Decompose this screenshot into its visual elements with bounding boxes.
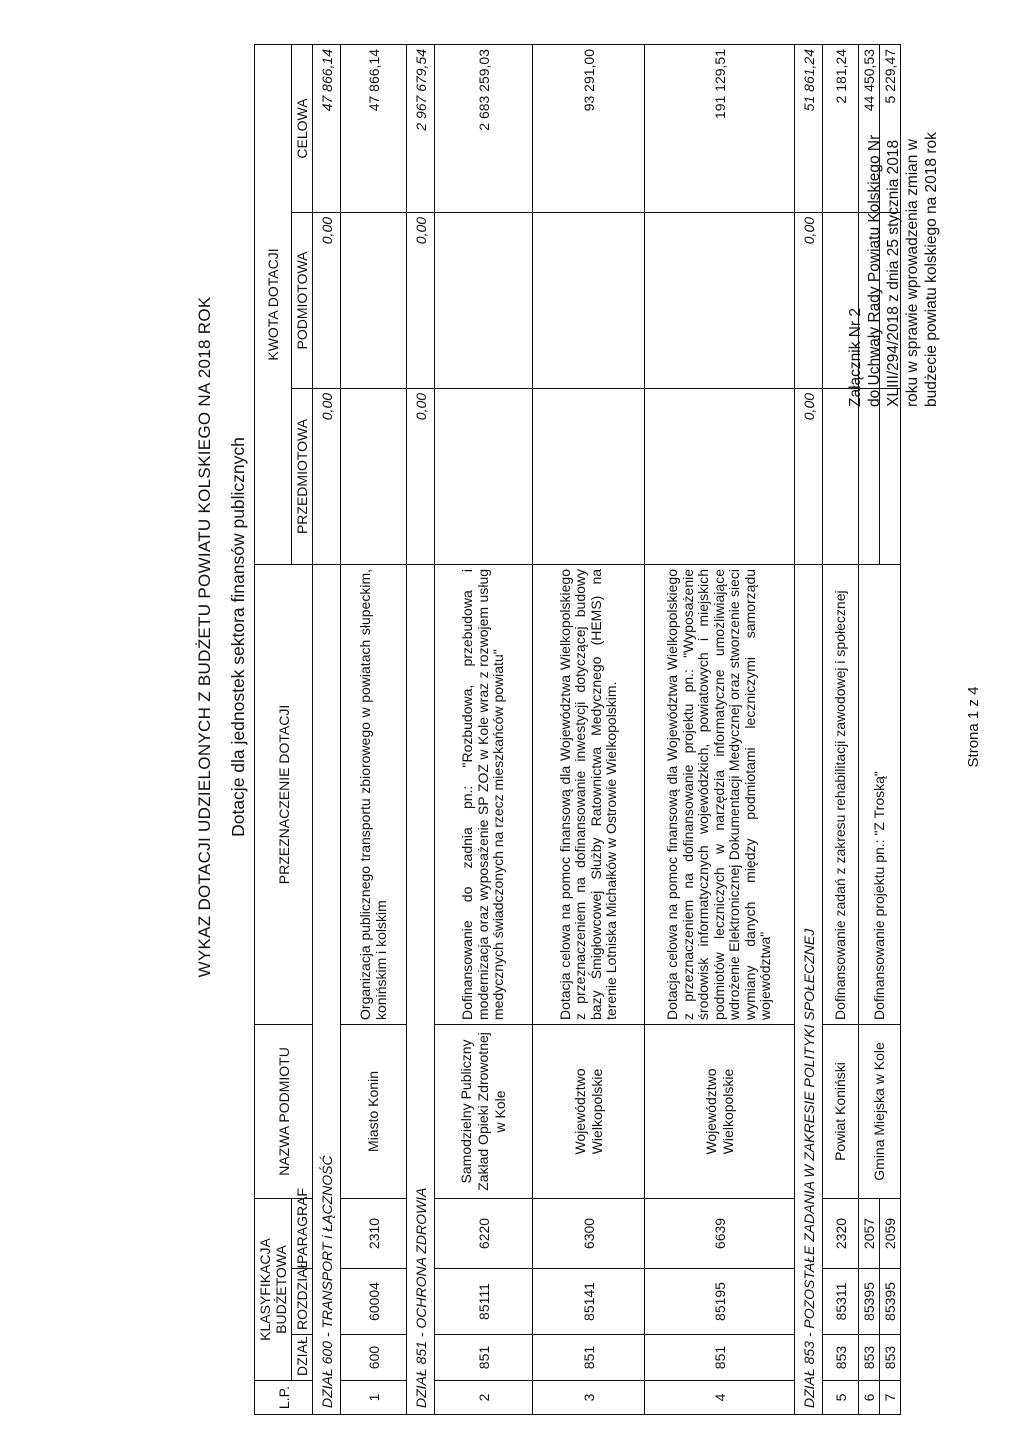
cell-lp: 5: [823, 1381, 859, 1415]
header-purpose: PRZEZNACZENIE DOTACJI: [255, 564, 313, 1024]
cell-purpose: Dofinansowanie projektu pn.: "Z Troską": [859, 564, 901, 1024]
cell-name: Gmina Miejska w Kole: [859, 1024, 901, 1198]
attachment-line: Załącznik Nr 2: [847, 307, 864, 407]
cell-dzial: 600: [341, 1335, 407, 1381]
cell-przedmiotowa: [880, 388, 901, 564]
cell-name: Miasto Konin: [341, 1024, 407, 1198]
cell-lp: 6: [859, 1381, 880, 1415]
document-title: WYKAZ DOTACJI UDZIELONYCH Z BUDŻETU POWIATU KOLSKIEGO NA 2018 ROK: [195, 296, 214, 978]
attachment-line: do Uchwały Rady Powiatu Kolskiego Nr: [866, 134, 883, 407]
attachment-line: budżecie powiatu kolskiego na 2018 rok: [923, 132, 940, 407]
cell-dzial: 853: [823, 1335, 859, 1381]
cell-podmiotowa: [645, 212, 795, 388]
section-podmiotowa: 0,00: [313, 212, 341, 388]
cell-celowa: 44 450,53: [859, 44, 880, 212]
header-lp: L.P.: [255, 1381, 313, 1415]
cell-podmiotowa: [341, 212, 407, 388]
table-row: [533, 44, 645, 1414]
cell-lp: 1: [341, 1381, 407, 1415]
cell-celowa: 191 129,51: [645, 44, 795, 212]
cell-name: Powiat Koniński: [823, 1024, 859, 1198]
cell-przedmiotowa: [341, 388, 407, 564]
header-row: [255, 44, 292, 1414]
cell-paragraf: 6300: [533, 1198, 645, 1268]
cell-celowa: 47 866,14: [341, 44, 407, 212]
cell-lp: 2: [435, 1381, 533, 1415]
cell-podmiotowa: [859, 212, 880, 388]
cell-dzial: 851: [435, 1335, 533, 1381]
cell-celowa: 2 181,24: [823, 44, 859, 212]
cell-dzial: 851: [533, 1335, 645, 1381]
cell-dzial: 853: [859, 1335, 880, 1381]
cell-purpose: Dofinansowanie do zadnia pn.: "Rozbudowa, przebudowa i modernizacja oraz wyposażenie SP ZOZ w Kole wraz z rozwojem usług medycznych świadczonych na rzecz mieszkańców powiatu": [435, 564, 533, 1024]
cell-purpose: Organizacja publicznego transportu zbiorowego w powiatach słupeckim, konińskim i kolskim: [341, 564, 407, 1024]
cell-paragraf: 2320: [823, 1198, 859, 1268]
cell-podmiotowa: [435, 212, 533, 388]
cell-przedmiotowa: [823, 388, 859, 564]
cell-rozdzial: 85195: [645, 1269, 795, 1335]
cell-przedmiotowa: [859, 388, 880, 564]
header-dzial: DZIAŁ: [292, 1335, 313, 1381]
cell-rozdzial: 85395: [859, 1269, 880, 1335]
table-row: [859, 44, 880, 1414]
cell-dzial: 853: [880, 1335, 901, 1381]
cell-rozdzial: 85311: [823, 1269, 859, 1335]
cell-przedmiotowa: [435, 388, 533, 564]
cell-podmiotowa: [533, 212, 645, 388]
document-subtitle: Dotacje dla jednostek sektora finansów publicznych: [228, 437, 248, 837]
cell-przedmiotowa: [533, 388, 645, 564]
header-amount: KWOTA DOTACJI: [255, 44, 292, 564]
section-podmiotowa: 0,00: [407, 212, 435, 388]
cell-celowa: 5 229,47: [880, 44, 901, 212]
header-rozdzial: ROZDZIAŁ: [292, 1269, 313, 1335]
cell-paragraf: 2310: [341, 1198, 407, 1268]
cell-podmiotowa: [823, 212, 859, 388]
cell-paragraf: 6639: [645, 1198, 795, 1268]
cell-paragraf: 2057: [859, 1198, 880, 1268]
cell-rozdzial: 85395: [880, 1269, 901, 1335]
section-label: DZIAŁ 600 - TRANSPORT i ŁĄCZNOŚĆ: [313, 564, 341, 1414]
cell-rozdzial: 85141: [533, 1269, 645, 1335]
section-przedmiotowa: 0,00: [313, 388, 341, 564]
header-podmiotowa: PODMIOTOWA: [292, 212, 313, 388]
cell-lp: 4: [645, 1381, 795, 1415]
cell-rozdzial: 85111: [435, 1269, 533, 1335]
attachment-line: roku w sprawie wprowadzenia zmian w: [904, 139, 921, 407]
cell-name: Województwo Wielkopolskie: [533, 1024, 645, 1198]
table-row: [823, 44, 859, 1414]
section-przedmiotowa: 0,00: [407, 388, 435, 564]
cell-przedmiotowa: [645, 388, 795, 564]
header-paragraf: PARAGRAF: [292, 1198, 313, 1268]
section-podmiotowa: 0,00: [795, 212, 823, 388]
cell-lp: 3: [533, 1381, 645, 1415]
cell-lp: 7: [880, 1381, 901, 1415]
cell-celowa: 2 683 259,03: [435, 44, 533, 212]
section-label: DZIAŁ 853 - POZOSTAŁE ZADANIA W ZAKRESIE POLITYKI SPOŁECZNEJ: [795, 564, 823, 1414]
attachment-line: XLIII/294/2018 z dnia 25 stycznia 2018: [885, 139, 902, 407]
section-row: [313, 44, 341, 1414]
table-row: [435, 44, 533, 1414]
header-przedmiotowa: PRZEDMIOTOWA: [292, 388, 313, 564]
cell-name: Województwo Wielkopolskie: [645, 1024, 795, 1198]
section-row: [795, 44, 823, 1414]
section-celowa: 51 861,24: [795, 44, 823, 212]
section-label: DZIAŁ 851 - OCHRONA ZDROWIA: [407, 564, 435, 1414]
grants-table: [254, 44, 901, 1415]
header-name: NAZWA PODMIOTU: [255, 1024, 313, 1198]
cell-paragraf: 6220: [435, 1198, 533, 1268]
cell-purpose: Dotacja celowa na pomoc finansową dla Województwa Wielkopolskiego z przeznaczeniem na dofinansowanie projektu pn.: "Wyposażenie środowisk informatycznych wojewódzkich, powiatowych i miejskich podmiotów leczniczych w narzędzia informatyczne umożliwiające wdrożenie Elektronicznej Dokumentacji Medycznej oraz stworzenie sieci wymiany danych między podmiotami leczniczymi samorządu województwa": [645, 564, 795, 1024]
cell-podmiotowa: [880, 212, 901, 388]
section-celowa: 47 866,14: [313, 44, 341, 212]
header-celowa: CELOWA: [292, 44, 313, 212]
header-classification: KLASYFIKACJA BUDŻETOWA: [255, 1198, 292, 1380]
cell-rozdzial: 60004: [341, 1269, 407, 1335]
table-row: [341, 44, 407, 1414]
cell-celowa: 93 291,00: [533, 44, 645, 212]
cell-purpose: Dofinansowanie zadań z zakresu rehabilitacji zawodowej i społecznej: [823, 564, 859, 1024]
section-przedmiotowa: 0,00: [795, 388, 823, 564]
cell-paragraf: 2059: [880, 1198, 901, 1268]
cell-purpose: Dotacja celowa na pomoc finansową dla Województwa Wielkopolskiego z przeznaczeniem na dofinansowanie inwestycji dotyczącej budowy bazy Śmigłowcowej Służby Ratownictwa Medycznego (HEMS) na terenie Lotniska Michałków w Ostrowie Wielkopolskim.: [533, 564, 645, 1024]
page-number: Strona 1 z 4: [965, 686, 982, 768]
cell-dzial: 851: [645, 1335, 795, 1381]
section-row: [407, 44, 435, 1414]
table-row: [645, 44, 795, 1414]
cell-name: Samodzielny Publiczny Zakład Opieki Zdrowotnej w Kole: [435, 1024, 533, 1198]
section-celowa: 2 967 679,54: [407, 44, 435, 212]
